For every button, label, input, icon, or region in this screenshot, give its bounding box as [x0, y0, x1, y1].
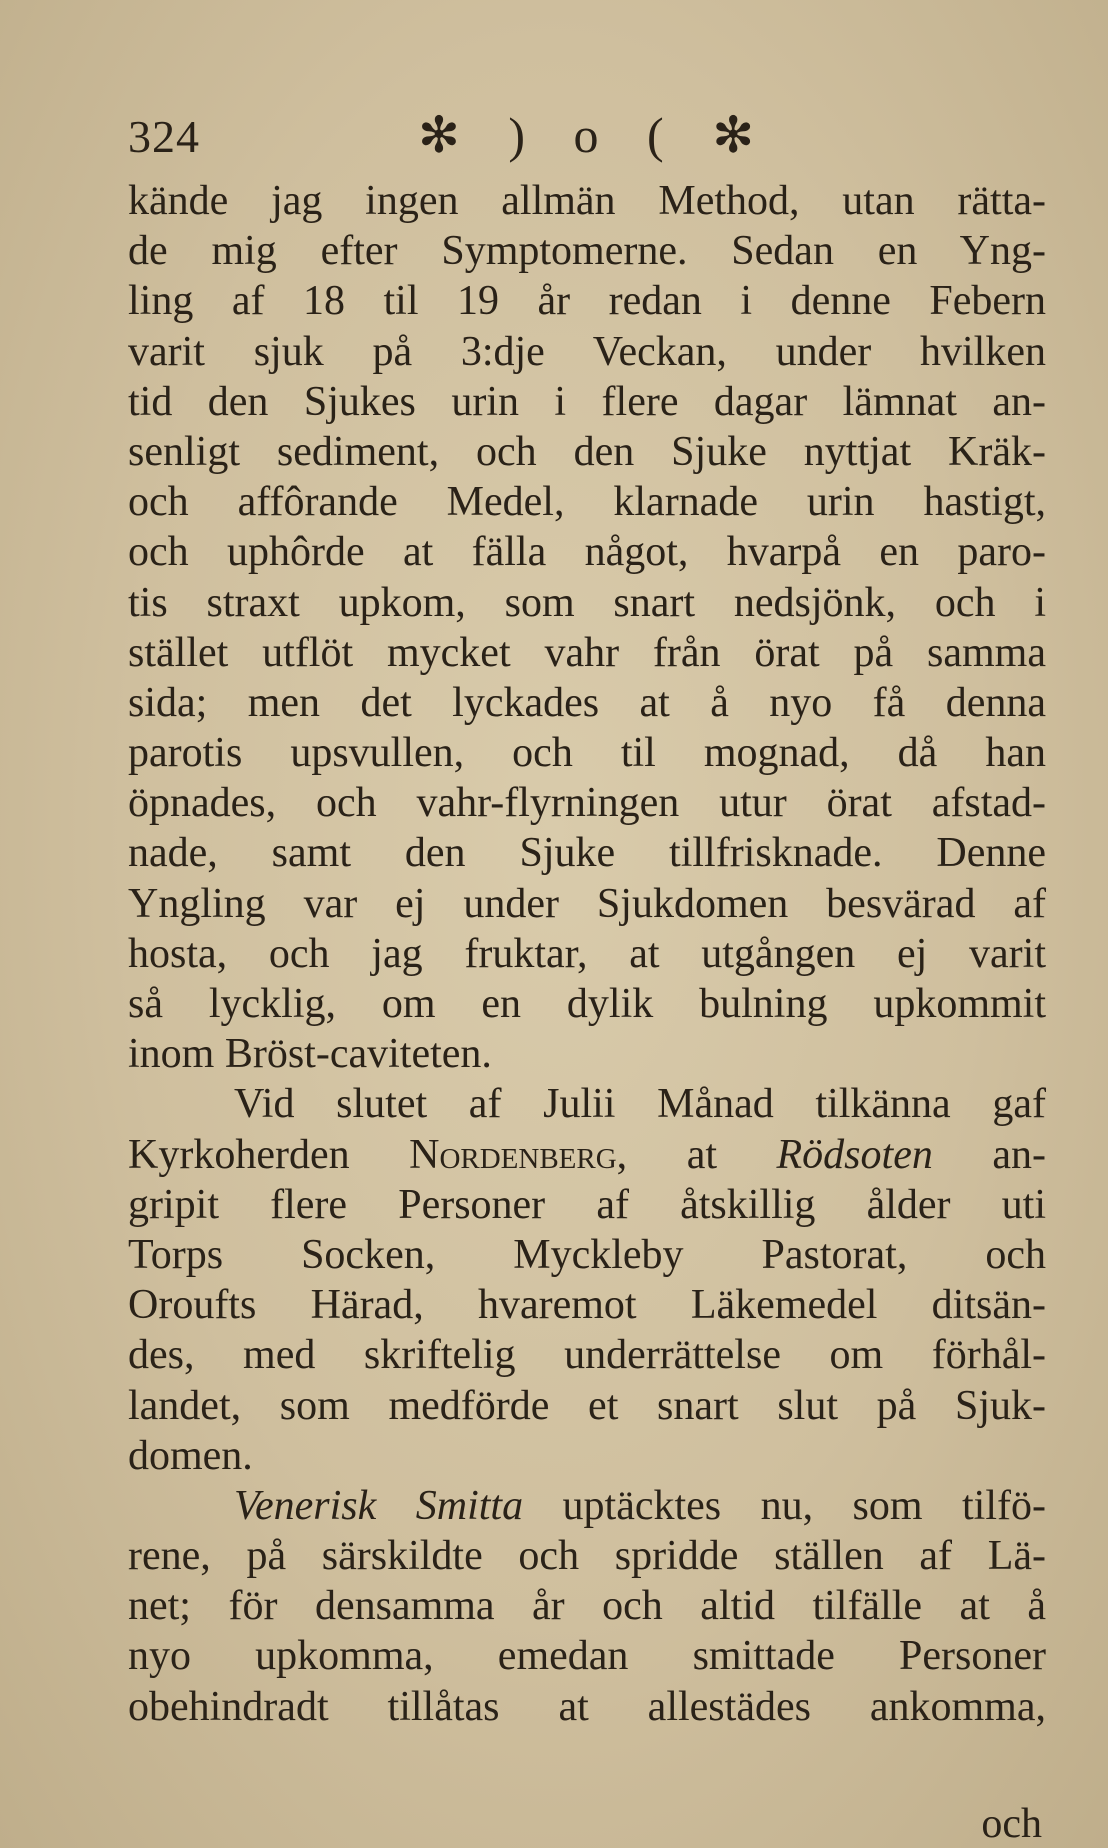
- text-line: tid den Sjukes urin i flere dagar lämnat an-: [128, 378, 1046, 425]
- text-line: rene, på särskildte och spridde ställen af Lä-: [128, 1533, 1046, 1580]
- text-line: varit sjuk på 3:dje Veckan, under hvilken: [128, 328, 1046, 375]
- header-ornament: ✻ ) o ( ✻: [418, 107, 773, 163]
- text-line: [128, 1130, 1046, 1180]
- text-line: tis straxt upkom, som snart nedsjönk, och i: [128, 579, 1046, 626]
- text-segment: Kyrkoherden: [128, 1131, 410, 1178]
- text-line: parotis upsvullen, och til mognad, då han: [128, 730, 1046, 777]
- text-line: hosta, och jag fruktar, at utgången ej varit: [128, 930, 1046, 977]
- text-segment: an-: [932, 1131, 1046, 1178]
- text-line: domen.: [128, 1432, 253, 1479]
- text-line: sida; men det lyckades at å nyo få denna: [128, 679, 1046, 726]
- text-line: landet, som medförde et snart slut på Sjuk-: [128, 1382, 1046, 1429]
- text-line: nade, samt den Sjuke tillfrisknade. Denne: [128, 830, 1046, 877]
- page-number: 324: [128, 111, 200, 162]
- text-line: obehindradt tillåtas at allestädes ankomma,: [128, 1683, 1046, 1730]
- person-name: Nordenberg: [409, 1131, 617, 1178]
- text-line: kände jag ingen allmän Method, utan rätta-: [128, 178, 1046, 224]
- text-line: och affôrande Medel, klarnade urin hastigt,: [128, 479, 1046, 526]
- text-line: nyo upkomma, emedan smittade Personer: [128, 1633, 1046, 1680]
- text-line: öpnades, och vahr-flyrningen utur örat afstad-: [128, 780, 1046, 827]
- text-line: senligt sediment, och den Sjuke nyttjat Kräk-: [128, 428, 1046, 475]
- text-line: Oroufts Härad, hvaremot Läkemedel ditsän-: [128, 1282, 1046, 1329]
- text-line: Yngling var ej under Sjukdomen besvärad af: [128, 880, 1046, 927]
- text-segment: uptäcktes nu, som tilfö-: [523, 1482, 1046, 1529]
- disease-term: Venerisk Smitta: [234, 1482, 524, 1529]
- text-line: så lycklig, om en dylik bulning upkommit: [128, 981, 1046, 1027]
- text-line: inom Bröst-caviteten.: [128, 1031, 492, 1078]
- text-line: Vid slutet af Julii Månad tilkänna gaf: [234, 1081, 1046, 1128]
- text-line: och uphôrde at fälla något, hvarpå en paro-: [128, 529, 1046, 576]
- disease-term: Rödsoten: [776, 1131, 933, 1178]
- text-line: net; för densamma år och altid tilfälle at å: [128, 1583, 1046, 1630]
- text-line: [128, 1481, 1046, 1531]
- text-line: ling af 18 til 19 år redan i denne Febern: [128, 278, 1046, 325]
- text-line: des, med skriftelig underrättelse om förhål-: [128, 1332, 1046, 1379]
- body-text: [128, 176, 1046, 1732]
- text-line: de mig efter Symptomerne. Sedan en Yng-: [128, 228, 1046, 275]
- catchword: och: [981, 1801, 1042, 1847]
- text-line: gripit flere Personer af åtskillig ålder uti: [128, 1181, 1046, 1228]
- page-header: [128, 100, 988, 170]
- text-segment: , at: [616, 1131, 777, 1178]
- text-line: Torps Socken, Myckleby Pastorat, och: [128, 1231, 1046, 1278]
- text-line: stället utflöt mycket vahr från örat på samma: [128, 629, 1046, 676]
